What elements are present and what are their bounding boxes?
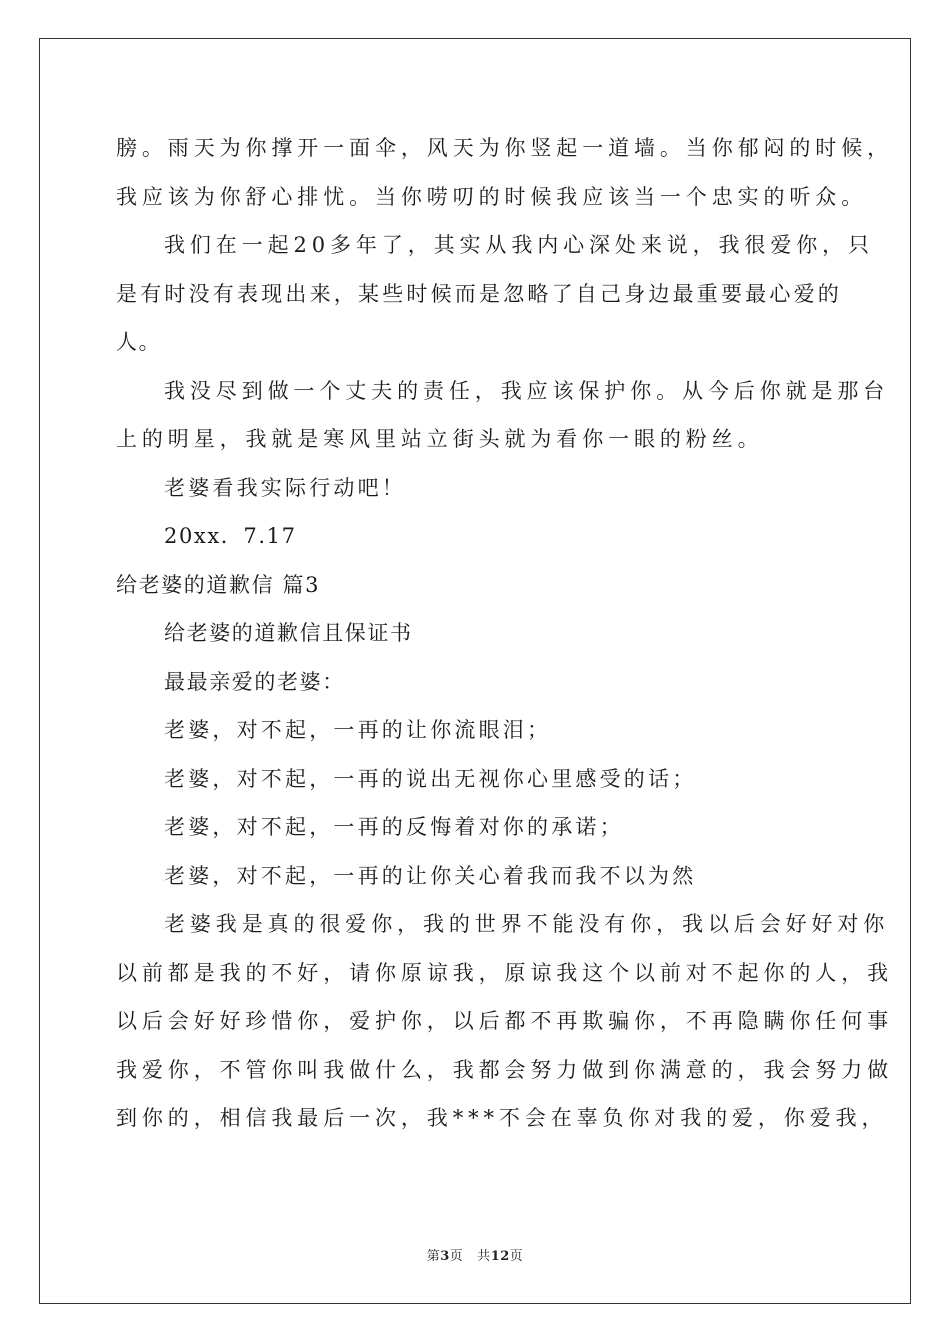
salutation: 最最亲爱的老婆： <box>164 669 345 694</box>
paragraph-line: 以后会好好珍惜你，爱护你，以后都不再欺骗你，不再隐瞒你任何事 <box>116 1009 893 1033</box>
paragraph-line: 我没尽到做一个丈夫的责任，我应该保护你。从今后你就是那台 <box>164 378 890 403</box>
paragraph-line: 以前都是我的不好，请你原谅我，原谅我这个以前对不起你的人，我 <box>116 960 893 985</box>
paragraph-line: 我爱你，不管你叫我做什么，我都会努力做到你满意的，我会努力做 <box>116 1057 893 1082</box>
letter-title: 给老婆的道歉信且保证书 <box>164 621 413 645</box>
page-footer <box>0 1245 950 1264</box>
document-body <box>116 124 893 1143</box>
paragraph-line: 到你的，相信我最后一次，我***不会在辜负你对我的爱，你爱我， <box>116 1106 888 1130</box>
paragraph-line: 老婆，对不起，一再的说出无视你心里感受的话； <box>164 766 697 791</box>
page-suffix: 页 <box>449 1249 464 1264</box>
page-number: 3 <box>440 1249 450 1264</box>
total-prefix: 共 <box>477 1249 491 1264</box>
paragraph-line: 人。 <box>116 330 162 354</box>
paragraph-line: 我应该为你舒心排忧。当你唠叨的时候我应该当一个忠实的听众。 <box>116 184 868 209</box>
paragraph-line: 我们在一起20多年了，其实从我内心深处来说，我很爱你，只 <box>164 233 874 257</box>
paragraph-line: 老婆，对不起，一再的让你流眼泪； <box>164 718 552 742</box>
paragraph-line: 膀。雨天为你撑开一面伞，风天为你竖起一道墙。当你郁闷的时候， <box>116 136 893 160</box>
section-heading: 给老婆的道歉信 篇3 <box>116 572 321 597</box>
date-line: 20xx．7.17 <box>164 524 297 548</box>
paragraph-line: 老婆看我实际行动吧！ <box>164 475 406 500</box>
paragraph-line: 老婆我是真的很爱你，我的世界不能没有你，我以后会好好对你 <box>164 912 890 936</box>
paragraph-line: 老婆，对不起，一再的反悔着对你的承诺； <box>164 815 624 839</box>
paragraph-line: 是有时没有表现出来，某些时候而是忽略了自己身边最重要最心爱的 <box>116 281 842 306</box>
page-prefix: 第 <box>426 1249 441 1264</box>
paragraph-line: 老婆，对不起，一再的让你关心着我而我不以为然 <box>164 863 697 888</box>
paragraph-line: 上的明星，我就是寒风里站立街头就为看你一眼的粉丝。 <box>116 427 764 451</box>
total-suffix: 页 <box>509 1249 524 1264</box>
total-pages: 12 <box>490 1249 510 1264</box>
